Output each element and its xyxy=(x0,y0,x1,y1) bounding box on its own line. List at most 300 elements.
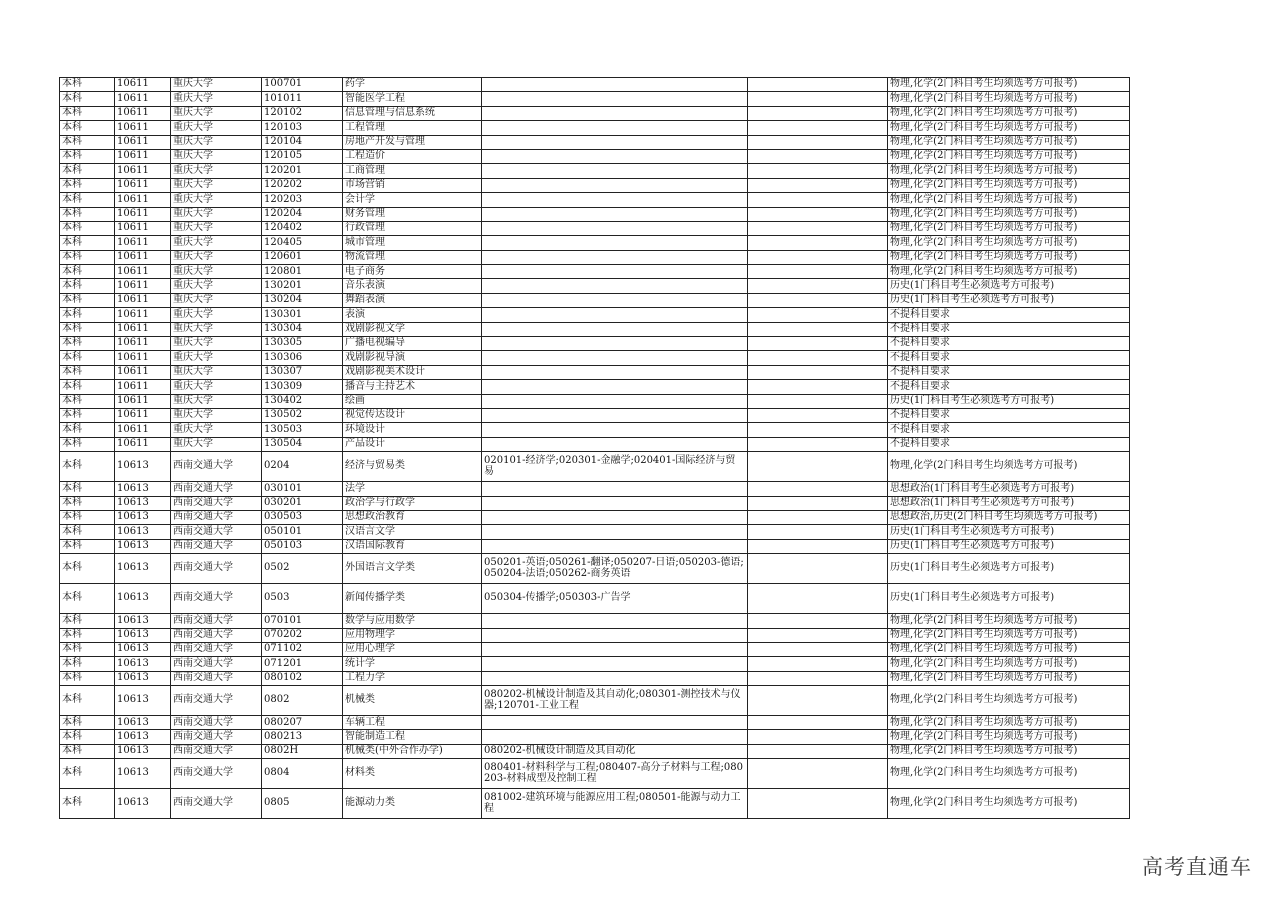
note-cell xyxy=(748,482,888,496)
level-cell: 本科 xyxy=(60,525,115,539)
included-majors-cell xyxy=(482,149,748,163)
included-majors-cell xyxy=(482,657,748,671)
table-row xyxy=(60,265,1130,279)
major-name-cell: 戏剧影视导演 xyxy=(343,351,482,365)
major-name-cell: 工程造价 xyxy=(343,149,482,163)
major-name-cell: 能源动力类 xyxy=(343,789,482,819)
table-row xyxy=(60,322,1130,336)
major-code-cell: 130305 xyxy=(262,337,343,351)
table-row xyxy=(60,135,1130,149)
school-code-cell: 10611 xyxy=(115,265,171,279)
school-code-cell: 10611 xyxy=(115,178,171,192)
included-majors-cell xyxy=(482,293,748,307)
note-cell xyxy=(748,759,888,789)
level-cell: 本科 xyxy=(60,716,115,730)
table-row xyxy=(60,554,1130,584)
table-row xyxy=(60,539,1130,553)
requirement-cell: 不提科目要求 xyxy=(888,365,1130,379)
major-name-cell: 市场营销 xyxy=(343,178,482,192)
school-name-cell: 西南交通大学 xyxy=(171,554,262,584)
school-name-cell: 重庆大学 xyxy=(171,106,262,120)
level-cell: 本科 xyxy=(60,657,115,671)
major-name-cell: 音乐表演 xyxy=(343,279,482,293)
note-cell xyxy=(748,730,888,744)
major-code-cell: 120801 xyxy=(262,265,343,279)
major-name-cell: 播音与主持艺术 xyxy=(343,380,482,394)
major-code-cell: 0502 xyxy=(262,554,343,584)
level-cell: 本科 xyxy=(60,759,115,789)
requirement-cell: 历史(1门科目考生必须选考方可报考) xyxy=(888,584,1130,614)
school-name-cell: 重庆大学 xyxy=(171,394,262,408)
school-code-cell: 10611 xyxy=(115,423,171,437)
level-cell: 本科 xyxy=(60,236,115,250)
table-row xyxy=(60,657,1130,671)
note-cell xyxy=(748,408,888,422)
note-cell xyxy=(748,308,888,322)
major-name-cell: 广播电视编导 xyxy=(343,337,482,351)
level-cell: 本科 xyxy=(60,121,115,135)
school-name-cell: 重庆大学 xyxy=(171,78,262,92)
school-name-cell: 重庆大学 xyxy=(171,337,262,351)
requirement-cell: 物理,化学(2门科目考生均须选考方可报考) xyxy=(888,207,1130,221)
school-name-cell: 重庆大学 xyxy=(171,279,262,293)
note-cell xyxy=(748,92,888,106)
level-cell: 本科 xyxy=(60,408,115,422)
major-code-cell: 030201 xyxy=(262,496,343,510)
included-majors-cell xyxy=(482,221,748,235)
school-name-cell: 重庆大学 xyxy=(171,250,262,264)
school-code-cell: 10613 xyxy=(115,789,171,819)
included-majors-cell: 050201-英语;050261-翻译;050207-日语;050203-德语;050204-法语;050262-商务英语 xyxy=(482,554,748,584)
major-code-cell: 120102 xyxy=(262,106,343,120)
requirement-cell: 物理,化学(2门科目考生均须选考方可报考) xyxy=(888,759,1130,789)
level-cell: 本科 xyxy=(60,423,115,437)
included-majors-cell xyxy=(482,496,748,510)
level-cell: 本科 xyxy=(60,351,115,365)
major-name-cell: 经济与贸易类 xyxy=(343,452,482,482)
school-code-cell: 10613 xyxy=(115,510,171,524)
included-majors-cell xyxy=(482,121,748,135)
school-code-cell: 10611 xyxy=(115,351,171,365)
requirement-cell: 物理,化学(2门科目考生均须选考方可报考) xyxy=(888,250,1130,264)
major-name-cell: 城市管理 xyxy=(343,236,482,250)
included-majors-cell xyxy=(482,671,748,685)
included-majors-cell: 080401-材料科学与工程;080407-高分子材料与工程;080203-材料成型及控制工程 xyxy=(482,759,748,789)
major-code-cell: 0804 xyxy=(262,759,343,789)
school-name-cell: 重庆大学 xyxy=(171,236,262,250)
major-code-cell: 130306 xyxy=(262,351,343,365)
level-cell: 本科 xyxy=(60,279,115,293)
level-cell: 本科 xyxy=(60,365,115,379)
level-cell: 本科 xyxy=(60,78,115,92)
included-majors-cell xyxy=(482,250,748,264)
school-code-cell: 10613 xyxy=(115,744,171,758)
table-row xyxy=(60,380,1130,394)
major-name-cell: 信息管理与信息系统 xyxy=(343,106,482,120)
included-majors-cell xyxy=(482,423,748,437)
school-code-cell: 10611 xyxy=(115,78,171,92)
note-cell xyxy=(748,510,888,524)
note-cell xyxy=(748,380,888,394)
level-cell: 本科 xyxy=(60,106,115,120)
included-majors-cell: 050304-传播学;050303-广告学 xyxy=(482,584,748,614)
requirement-cell: 物理,化学(2门科目考生均须选考方可报考) xyxy=(888,730,1130,744)
major-code-cell: 101011 xyxy=(262,92,343,106)
school-name-cell: 重庆大学 xyxy=(171,193,262,207)
table-row xyxy=(60,584,1130,614)
table-row xyxy=(60,178,1130,192)
school-name-cell: 西南交通大学 xyxy=(171,686,262,716)
school-code-cell: 10613 xyxy=(115,496,171,510)
school-name-cell: 重庆大学 xyxy=(171,308,262,322)
school-code-cell: 10613 xyxy=(115,628,171,642)
note-cell xyxy=(748,657,888,671)
requirement-cell: 物理,化学(2门科目考生均须选考方可报考) xyxy=(888,236,1130,250)
table-row xyxy=(60,510,1130,524)
included-majors-cell xyxy=(482,308,748,322)
major-name-cell: 统计学 xyxy=(343,657,482,671)
note-cell xyxy=(748,496,888,510)
note-cell xyxy=(748,135,888,149)
table-row xyxy=(60,279,1130,293)
school-code-cell: 10611 xyxy=(115,365,171,379)
major-name-cell: 戏剧影视美术设计 xyxy=(343,365,482,379)
requirement-cell: 历史(1门科目考生必须选考方可报考) xyxy=(888,525,1130,539)
school-name-cell: 西南交通大学 xyxy=(171,671,262,685)
note-cell xyxy=(748,539,888,553)
requirement-cell: 物理,化学(2门科目考生均须选考方可报考) xyxy=(888,135,1130,149)
requirement-cell: 历史(1门科目考生必须选考方可报考) xyxy=(888,293,1130,307)
major-name-cell: 智能医学工程 xyxy=(343,92,482,106)
note-cell xyxy=(748,337,888,351)
school-name-cell: 重庆大学 xyxy=(171,365,262,379)
included-majors-cell xyxy=(482,279,748,293)
included-majors-cell xyxy=(482,351,748,365)
major-name-cell: 绘画 xyxy=(343,394,482,408)
major-code-cell: 080207 xyxy=(262,716,343,730)
note-cell xyxy=(748,250,888,264)
major-name-cell: 房地产开发与管理 xyxy=(343,135,482,149)
included-majors-cell xyxy=(482,78,748,92)
note-cell xyxy=(748,554,888,584)
note-cell xyxy=(748,365,888,379)
table-row xyxy=(60,106,1130,120)
level-cell: 本科 xyxy=(60,671,115,685)
note-cell xyxy=(748,584,888,614)
major-code-cell: 0802H xyxy=(262,744,343,758)
major-name-cell: 戏剧影视文学 xyxy=(343,322,482,336)
major-code-cell: 120204 xyxy=(262,207,343,221)
level-cell: 本科 xyxy=(60,510,115,524)
requirement-cell: 思想政治,历史(2门科目考生均须选考方可报考) xyxy=(888,510,1130,524)
requirement-cell: 物理,化学(2门科目考生均须选考方可报考) xyxy=(888,178,1130,192)
table-row xyxy=(60,671,1130,685)
requirement-cell: 物理,化学(2门科目考生均须选考方可报考) xyxy=(888,106,1130,120)
table-row xyxy=(60,149,1130,163)
school-name-cell: 重庆大学 xyxy=(171,408,262,422)
included-majors-cell: 081002-建筑环境与能源应用工程;080501-能源与动力工程 xyxy=(482,789,748,819)
requirement-cell: 物理,化学(2门科目考生均须选考方可报考) xyxy=(888,614,1130,628)
major-code-cell: 130307 xyxy=(262,365,343,379)
note-cell xyxy=(748,207,888,221)
school-name-cell: 西南交通大学 xyxy=(171,452,262,482)
major-code-cell: 070202 xyxy=(262,628,343,642)
level-cell: 本科 xyxy=(60,628,115,642)
table-row xyxy=(60,250,1130,264)
table-row xyxy=(60,236,1130,250)
school-name-cell: 西南交通大学 xyxy=(171,759,262,789)
level-cell: 本科 xyxy=(60,322,115,336)
note-cell xyxy=(748,686,888,716)
major-name-cell: 数学与应用数学 xyxy=(343,614,482,628)
school-code-cell: 10613 xyxy=(115,525,171,539)
requirement-cell: 不提科目要求 xyxy=(888,423,1130,437)
major-name-cell: 材料类 xyxy=(343,759,482,789)
note-cell xyxy=(748,236,888,250)
major-code-cell: 130201 xyxy=(262,279,343,293)
table-row xyxy=(60,730,1130,744)
school-code-cell: 10611 xyxy=(115,394,171,408)
included-majors-cell xyxy=(482,539,748,553)
note-cell xyxy=(748,78,888,92)
level-cell: 本科 xyxy=(60,221,115,235)
included-majors-cell xyxy=(482,716,748,730)
level-cell: 本科 xyxy=(60,584,115,614)
school-code-cell: 10611 xyxy=(115,121,171,135)
requirement-cell: 物理,化学(2门科目考生均须选考方可报考) xyxy=(888,221,1130,235)
table-row xyxy=(60,437,1130,451)
note-cell xyxy=(748,614,888,628)
included-majors-cell xyxy=(482,482,748,496)
note-cell xyxy=(748,671,888,685)
major-code-cell: 071201 xyxy=(262,657,343,671)
level-cell: 本科 xyxy=(60,744,115,758)
requirement-cell: 物理,化学(2门科目考生均须选考方可报考) xyxy=(888,193,1130,207)
school-name-cell: 重庆大学 xyxy=(171,322,262,336)
requirement-cell: 物理,化学(2门科目考生均须选考方可报考) xyxy=(888,265,1130,279)
school-name-cell: 重庆大学 xyxy=(171,423,262,437)
requirement-cell: 物理,化学(2门科目考生均须选考方可报考) xyxy=(888,149,1130,163)
school-name-cell: 重庆大学 xyxy=(171,92,262,106)
requirement-cell: 物理,化学(2门科目考生均须选考方可报考) xyxy=(888,628,1130,642)
included-majors-cell xyxy=(482,207,748,221)
school-name-cell: 西南交通大学 xyxy=(171,744,262,758)
school-code-cell: 10613 xyxy=(115,452,171,482)
major-name-cell: 环境设计 xyxy=(343,423,482,437)
major-code-cell: 080213 xyxy=(262,730,343,744)
level-cell: 本科 xyxy=(60,337,115,351)
note-cell xyxy=(748,178,888,192)
note-cell xyxy=(748,106,888,120)
requirement-cell: 物理,化学(2门科目考生均须选考方可报考) xyxy=(888,92,1130,106)
included-majors-cell xyxy=(482,193,748,207)
table-row xyxy=(60,293,1130,307)
major-code-cell: 130502 xyxy=(262,408,343,422)
requirement-cell: 不提科目要求 xyxy=(888,380,1130,394)
school-code-cell: 10613 xyxy=(115,554,171,584)
level-cell: 本科 xyxy=(60,394,115,408)
table-row xyxy=(60,193,1130,207)
note-cell xyxy=(748,193,888,207)
major-name-cell: 财务管理 xyxy=(343,207,482,221)
major-name-cell: 机械类(中外合作办学) xyxy=(343,744,482,758)
table-row xyxy=(60,365,1130,379)
requirement-cell: 物理,化学(2门科目考生均须选考方可报考) xyxy=(888,121,1130,135)
requirement-cell: 物理,化学(2门科目考生均须选考方可报考) xyxy=(888,671,1130,685)
school-name-cell: 重庆大学 xyxy=(171,380,262,394)
school-code-cell: 10613 xyxy=(115,614,171,628)
requirement-cell: 历史(1门科目考生必须选考方可报考) xyxy=(888,394,1130,408)
school-name-cell: 重庆大学 xyxy=(171,221,262,235)
requirement-cell: 不提科目要求 xyxy=(888,337,1130,351)
major-name-cell: 汉语国际教育 xyxy=(343,539,482,553)
school-name-cell: 重庆大学 xyxy=(171,135,262,149)
level-cell: 本科 xyxy=(60,642,115,656)
included-majors-cell xyxy=(482,642,748,656)
level-cell: 本科 xyxy=(60,686,115,716)
school-name-cell: 西南交通大学 xyxy=(171,628,262,642)
included-majors-cell xyxy=(482,92,748,106)
school-code-cell: 10613 xyxy=(115,686,171,716)
school-code-cell: 10611 xyxy=(115,164,171,178)
table-row xyxy=(60,642,1130,656)
major-name-cell: 行政管理 xyxy=(343,221,482,235)
major-code-cell: 120103 xyxy=(262,121,343,135)
included-majors-cell xyxy=(482,730,748,744)
major-name-cell: 机械类 xyxy=(343,686,482,716)
school-code-cell: 10611 xyxy=(115,337,171,351)
requirement-cell: 不提科目要求 xyxy=(888,351,1130,365)
school-name-cell: 西南交通大学 xyxy=(171,657,262,671)
school-code-cell: 10611 xyxy=(115,408,171,422)
level-cell: 本科 xyxy=(60,178,115,192)
requirement-cell: 物理,化学(2门科目考生均须选考方可报考) xyxy=(888,686,1130,716)
requirement-cell: 思想政治(1门科目考生必须选考方可报考) xyxy=(888,496,1130,510)
school-name-cell: 西南交通大学 xyxy=(171,730,262,744)
watermark: 高考直通车 xyxy=(1142,855,1252,879)
school-code-cell: 10611 xyxy=(115,92,171,106)
school-code-cell: 10611 xyxy=(115,293,171,307)
requirement-cell: 物理,化学(2门科目考生均须选考方可报考) xyxy=(888,642,1130,656)
requirement-cell: 物理,化学(2门科目考生均须选考方可报考) xyxy=(888,744,1130,758)
included-majors-cell xyxy=(482,380,748,394)
major-code-cell: 120202 xyxy=(262,178,343,192)
requirement-cell: 物理,化学(2门科目考生均须选考方可报考) xyxy=(888,716,1130,730)
major-code-cell: 130503 xyxy=(262,423,343,437)
major-name-cell: 汉语言文学 xyxy=(343,525,482,539)
table-row xyxy=(60,394,1130,408)
school-code-cell: 10613 xyxy=(115,642,171,656)
school-code-cell: 10611 xyxy=(115,308,171,322)
major-name-cell: 舞蹈表演 xyxy=(343,293,482,307)
major-code-cell: 050101 xyxy=(262,525,343,539)
table-row xyxy=(60,759,1130,789)
level-cell: 本科 xyxy=(60,293,115,307)
table-row xyxy=(60,686,1130,716)
school-code-cell: 10613 xyxy=(115,759,171,789)
school-code-cell: 10613 xyxy=(115,730,171,744)
level-cell: 本科 xyxy=(60,250,115,264)
note-cell xyxy=(748,322,888,336)
major-code-cell: 071102 xyxy=(262,642,343,656)
school-code-cell: 10613 xyxy=(115,657,171,671)
school-code-cell: 10611 xyxy=(115,135,171,149)
major-code-cell: 070101 xyxy=(262,614,343,628)
major-code-cell: 0204 xyxy=(262,452,343,482)
major-code-cell: 130309 xyxy=(262,380,343,394)
school-name-cell: 西南交通大学 xyxy=(171,789,262,819)
level-cell: 本科 xyxy=(60,92,115,106)
major-code-cell: 120201 xyxy=(262,164,343,178)
major-code-cell: 130304 xyxy=(262,322,343,336)
school-name-cell: 重庆大学 xyxy=(171,437,262,451)
school-name-cell: 重庆大学 xyxy=(171,178,262,192)
requirement-cell: 不提科目要求 xyxy=(888,437,1130,451)
major-code-cell: 120203 xyxy=(262,193,343,207)
note-cell xyxy=(748,265,888,279)
requirement-cell: 物理,化学(2门科目考生均须选考方可报考) xyxy=(888,78,1130,92)
major-name-cell: 产品设计 xyxy=(343,437,482,451)
note-cell xyxy=(748,437,888,451)
included-majors-cell xyxy=(482,525,748,539)
major-code-cell: 0802 xyxy=(262,686,343,716)
level-cell: 本科 xyxy=(60,730,115,744)
level-cell: 本科 xyxy=(60,437,115,451)
school-code-cell: 10613 xyxy=(115,539,171,553)
requirement-cell: 思想政治(1门科目考生必须选考方可报考) xyxy=(888,482,1130,496)
school-code-cell: 10611 xyxy=(115,193,171,207)
table-row xyxy=(60,308,1130,322)
included-majors-cell xyxy=(482,265,748,279)
included-majors-cell xyxy=(482,178,748,192)
table-row xyxy=(60,121,1130,135)
requirement-cell: 不提科目要求 xyxy=(888,408,1130,422)
included-majors-cell xyxy=(482,614,748,628)
school-name-cell: 西南交通大学 xyxy=(171,584,262,614)
level-cell: 本科 xyxy=(60,207,115,221)
school-name-cell: 西南交通大学 xyxy=(171,642,262,656)
school-code-cell: 10611 xyxy=(115,380,171,394)
major-name-cell: 智能制造工程 xyxy=(343,730,482,744)
major-code-cell: 0805 xyxy=(262,789,343,819)
requirement-cell: 历史(1门科目考生必须选考方可报考) xyxy=(888,539,1130,553)
level-cell: 本科 xyxy=(60,164,115,178)
requirement-cell: 物理,化学(2门科目考生均须选考方可报考) xyxy=(888,452,1130,482)
school-code-cell: 10613 xyxy=(115,716,171,730)
included-majors-cell xyxy=(482,337,748,351)
major-code-cell: 030101 xyxy=(262,482,343,496)
level-cell: 本科 xyxy=(60,789,115,819)
included-majors-cell xyxy=(482,437,748,451)
school-name-cell: 重庆大学 xyxy=(171,121,262,135)
major-code-cell: 120405 xyxy=(262,236,343,250)
school-name-cell: 重庆大学 xyxy=(171,149,262,163)
included-majors-cell xyxy=(482,164,748,178)
included-majors-cell: 020101-经济学;020301-金融学;020401-国际经济与贸易 xyxy=(482,452,748,482)
school-name-cell: 重庆大学 xyxy=(171,351,262,365)
table-row xyxy=(60,482,1130,496)
table-row xyxy=(60,164,1130,178)
note-cell xyxy=(748,149,888,163)
level-cell: 本科 xyxy=(60,380,115,394)
requirement-cell: 物理,化学(2门科目考生均须选考方可报考) xyxy=(888,657,1130,671)
table-row xyxy=(60,78,1130,92)
table-row xyxy=(60,628,1130,642)
note-cell xyxy=(748,716,888,730)
major-name-cell: 法学 xyxy=(343,482,482,496)
table-row xyxy=(60,221,1130,235)
level-cell: 本科 xyxy=(60,149,115,163)
